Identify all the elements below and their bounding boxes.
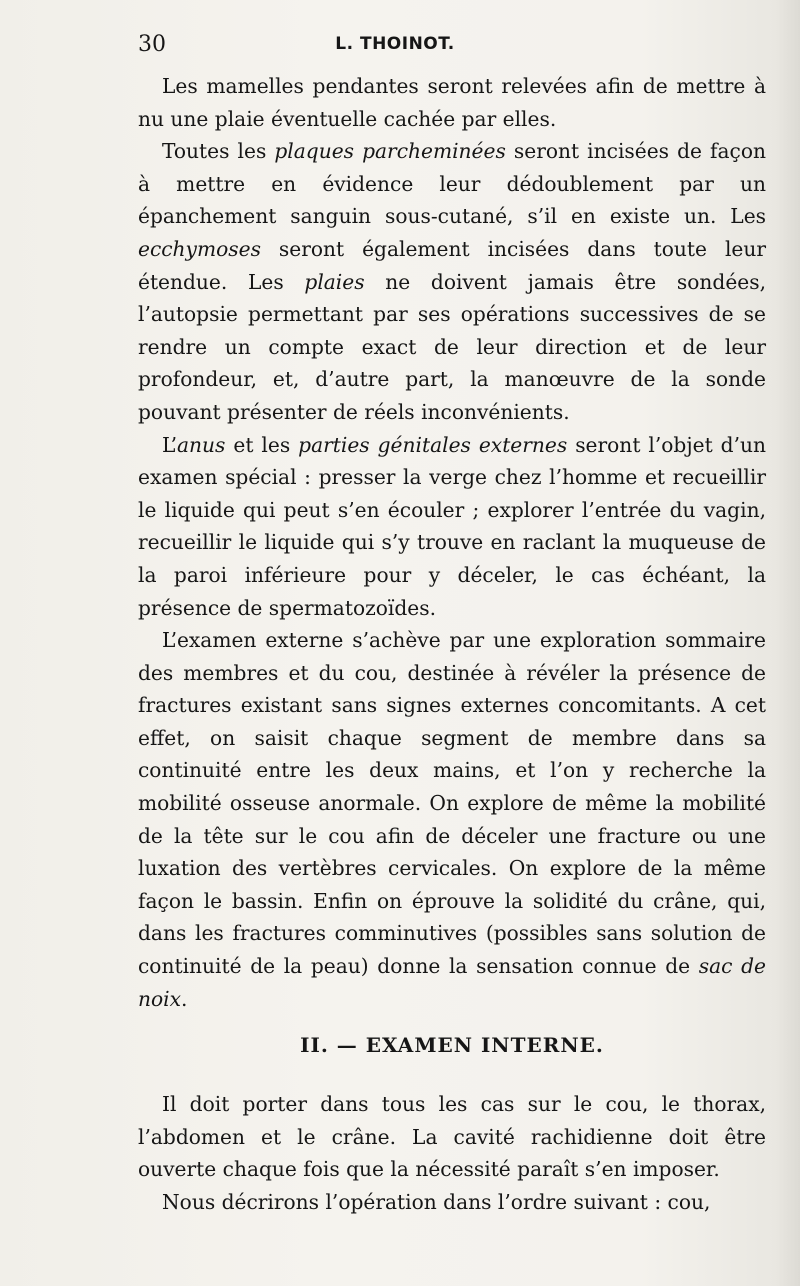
- italic-term: plaies: [304, 269, 365, 294]
- paragraph-plaques: Toutes les plaques parcheminées seront incisées de façon à mettre en évidence leur dédoublement par un épanchement sanguin sous-cutané, s’il en existe un. Les ecchymoses seront également incisées dans toute leur étendue. Les plaies ne doivent jamais être sondées, l’autopsie permettant par ses opérations successives de se rendre un compte exact de leur direction et de leur profondeur, et, d’autre part, la manœuvre de la sonde pouvant présenter de réels inconvénients.: [138, 139, 767, 424]
- paragraph-anus: L’anus et les parties génitales externes seront l’objet d’un examen spécial : presser la verge chez l’homme et recueillir le liquide qui peut s’en écouler ; explorer l’entrée du vagin, recueillir le liquide qui s’y trouve en raclant la muqueuse de la paroi inférieure pour y déceler, le cas échéant, la présence de spermatozoïdes.: [138, 432, 766, 620]
- section-heading: II. — EXAMEN INTERNE.: [300, 1033, 604, 1057]
- italic-term: ecchymoses: [138, 236, 261, 261]
- running-head: [138, 30, 778, 66]
- paragraph-examen-interne: Il doit porter dans tous les cas sur le cou, le thorax, l’abdomen et le crâne. La cavité rachidienne doit être ouverte chaque fois que la nécessité paraît s’en imposer.: [138, 1092, 766, 1182]
- italic-term: sac de noix: [138, 954, 766, 1011]
- paragraph-examen-externe: L’examen externe s’achève par une exploration sommaire des membres et du cou, destinée à révéler la présence de fractures existant sans signes externes concomitants. A cet effet, on saisit chaque segment de membre dans sa continuité entre les deux mains, et l’on y recherche la mobilité osseuse anormale. On explore de même la mobilité de la tête sur le cou afin de déceler une fracture ou une luxation des vertèbres cervicales. On explore de la même façon le bassin. Enfin on éprouve la solidité du crâne, qui, dans les fractures comminutives (possibles sans solution de continuité de la peau) donne la sensation connue de sac de noix.: [138, 628, 766, 1011]
- page-number: 30: [138, 32, 166, 57]
- running-title: L. THOINOT.: [335, 34, 455, 54]
- italic-term: anus: [176, 432, 226, 457]
- paragraph-mamelles: Les mamelles pendantes seront relevées afin de mettre à nu une plaie éventuelle cachée par elles.: [138, 74, 766, 131]
- body-text: [138, 70, 766, 1015]
- body-text-2: [138, 1088, 766, 1218]
- italic-term: parties génitales externes: [298, 432, 568, 457]
- italic-term: plaques parcheminées: [274, 139, 506, 164]
- paragraph-ordre: Nous décrirons l’opération dans l’ordre suivant : cou,: [162, 1189, 711, 1214]
